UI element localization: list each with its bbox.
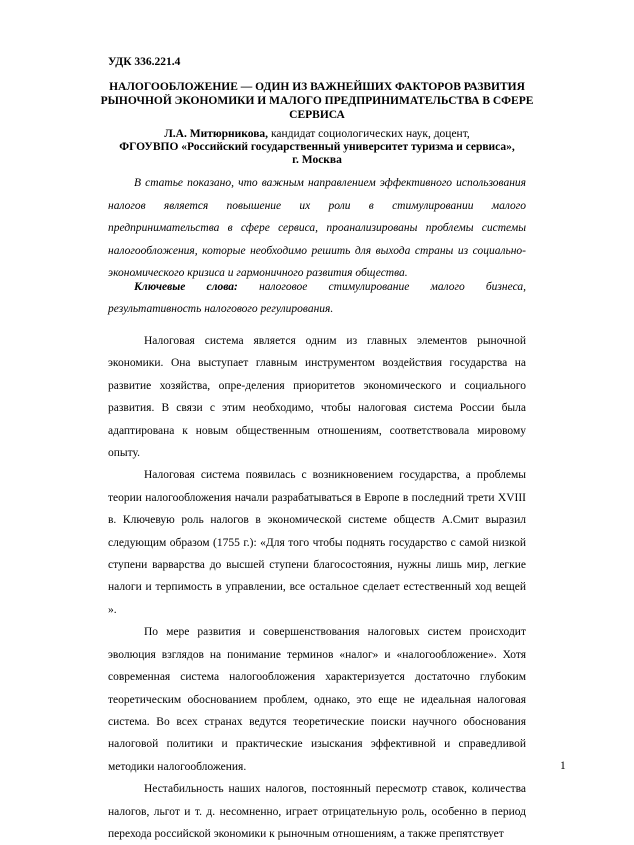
article-body xyxy=(108,330,526,845)
paragraph: Налоговая система появилась с возникновением государства, а проблемы теории налогообложения начали разрабатываться в Европе в последний трети XVIII в. Ключевую роль налогов в экономической системе обществ А.Смит выразил следующим образом (1755 г.): «Для того чтобы поднять государство с самой низкой ступени варварства до высшей ступени благосостояния, нужны лишь мир, легкие налоги и терпимость в управлении, все остальное сделает естественный ход вещей ». xyxy=(108,469,526,616)
keywords xyxy=(108,276,526,320)
keywords-text: налоговое стимулирование малого бизнеса, результативность налогового регулирования. xyxy=(108,281,527,315)
author-line xyxy=(100,128,534,141)
paragraph: Нестабильность наших налогов, постоянный пересмотр ставок, количества налогов, льгот и т. д. несомненно, играет отрицательную роль, особенно в период перехода российской экономики к рыночным отношениям, а также препятствует xyxy=(108,783,526,840)
author-city: г. Москва xyxy=(292,154,342,166)
author-position: кандидат социологических наук, доцент, xyxy=(268,128,470,140)
abstract-text: В статье показано, что важным направлением эффективного использования налогов является повышение их роли в стимулировании малого предпринимательства в сфере сервиса, проанализированы проблемы системы налогообложения, которые необходимо решить для выхода страны из социально-экономического кризиса и гармоничного развития общества. xyxy=(108,177,526,279)
page-number: 1 xyxy=(560,760,566,772)
paragraph: По мере развития и совершенствования налоговых систем происходит эволюция взглядов на понимание терминов «налог» и «налогообложение». Хотя современная система налогообложения характеризуется достаточно глубоким теоретическим обоснованием проблем, однако, это еще не идеальная налоговая система. Во всех странах ведутся теоретические поиски научного обоснования налоговой политики и практические изыскания эффективной и справедливой методики налогообложения. xyxy=(108,626,526,773)
keywords-label: Ключевые слова: xyxy=(134,281,238,293)
abstract xyxy=(108,172,526,285)
author-name: Л.А. Митюрникова, xyxy=(164,128,269,140)
udc-code: УДК 336.221.4 xyxy=(108,56,181,68)
author-institution: ФГОУВПО «Российский государственный университет туризма и сервиса», xyxy=(119,141,515,153)
paragraph: Налоговая система является одним из главных элементов рыночной экономики. Она выступает главным инструментом воздействия государства на развитие хозяйства, опре-деления приоритетов экономического и социального развития. В связи с этим необходимо, чтобы налоговая система России была адаптирована к новым общественным отношениям, соответствовала мировому опыту. xyxy=(108,335,526,460)
keywords-line xyxy=(108,276,526,320)
author-block xyxy=(100,128,534,167)
article-title: НАЛОГООБЛОЖЕНИЕ — ОДИН ИЗ ВАЖНЕЙШИХ ФАКТОРОВ РАЗВИТИЯ РЫНОЧНОЙ ЭКОНОМИКИ И МАЛОГО ПРЕДПРИНИМАТЕЛЬСТВА В СФЕРЕ СЕРВИСА xyxy=(100,81,534,121)
